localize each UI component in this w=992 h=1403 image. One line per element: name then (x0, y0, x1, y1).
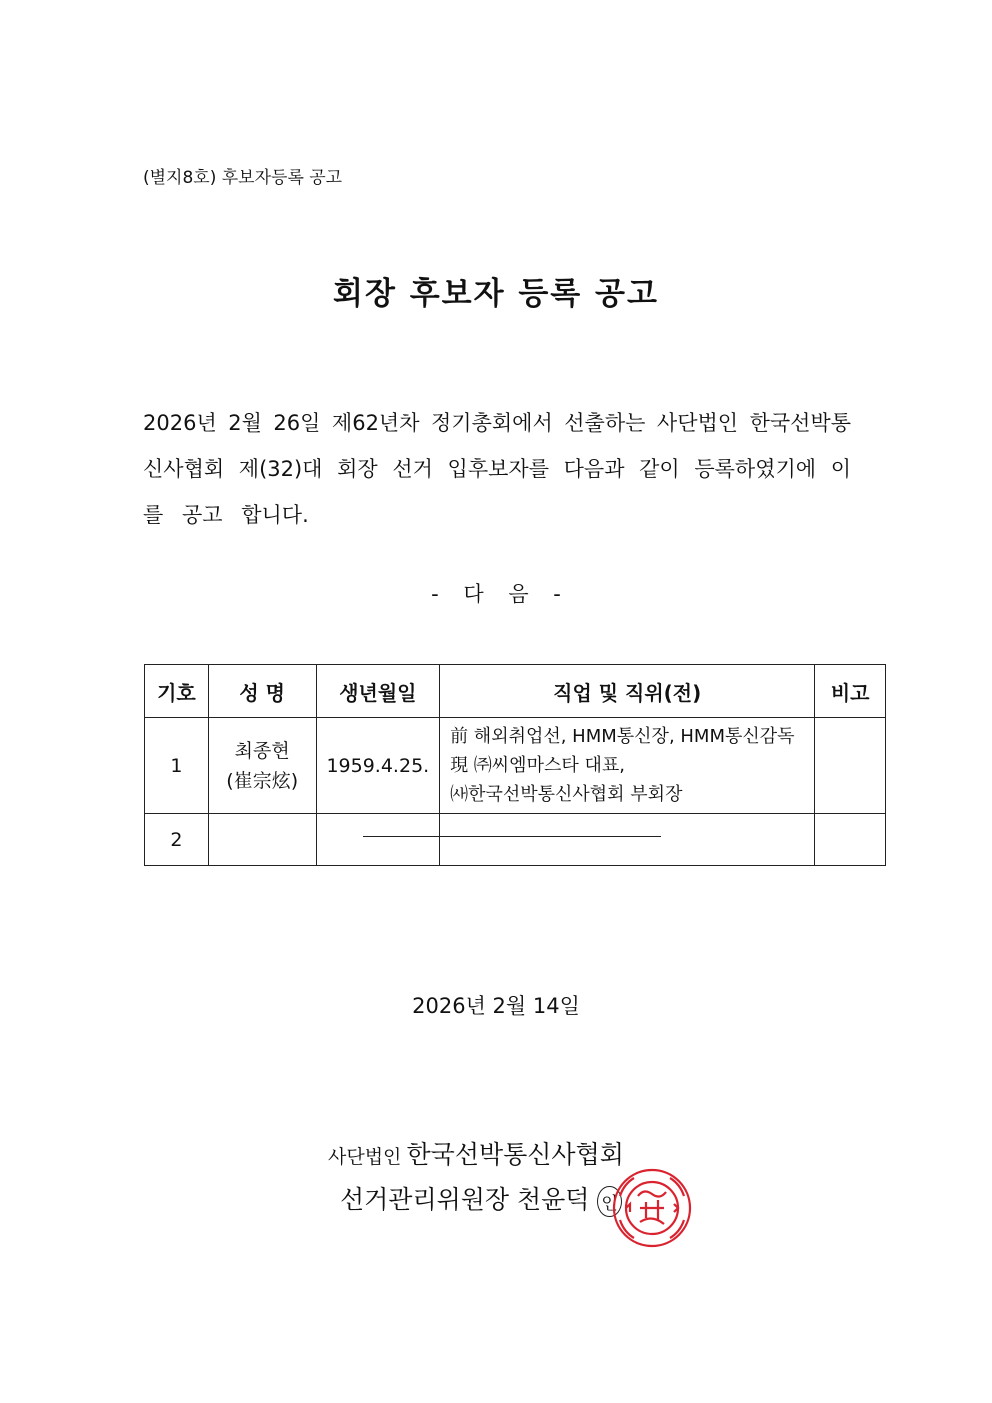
table-row (145, 718, 886, 814)
cell-note (815, 718, 886, 814)
org-prefix: 사단법인 (328, 1146, 402, 1168)
appendix-label: (별지8호) 후보자등록 공고 (143, 168, 343, 188)
header-name: 성 명 (208, 665, 316, 718)
candidate-name: 최종현 (234, 739, 290, 762)
cell-number: 2 (145, 814, 209, 866)
announcement-date: 2026년 2월 14일 (412, 994, 580, 1018)
body-line: 신사협회 제(32)대 회장 선거 입후보자를 다음과 같이 등록하였기에 이 (143, 457, 851, 481)
body-line: 2026년 2월 26일 제62년차 정기총회에서 선출하는 사단법인 한국선박통 (143, 411, 851, 435)
candidate-name-hanja: (崔宗炫) (226, 769, 299, 792)
header-note: 비고 (815, 665, 886, 718)
chair-title: 선거관리위원장 천윤덕 (340, 1185, 590, 1214)
table-row (145, 814, 886, 866)
cell-job (440, 718, 815, 814)
header-job: 직업 및 직위(전) (440, 665, 815, 718)
page-title: 회장 후보자 등록 공고 (333, 276, 659, 312)
cell-birth-date: 1959.4.25. (316, 718, 439, 814)
chair-line (340, 1180, 622, 1217)
header-birth-date: 생년월일 (316, 665, 439, 718)
body-line: 를 공고 합니다. (143, 503, 309, 527)
red-seal-stamp (610, 1166, 694, 1250)
header-number: 기호 (145, 665, 209, 718)
job-line: 現 ㈜씨엠마스타 대표, (450, 755, 625, 776)
cell-number: 1 (145, 718, 209, 814)
seal-mark: 인 (597, 1186, 621, 1217)
cell-name (208, 814, 316, 866)
table-header-row (145, 665, 886, 718)
cell-note (815, 814, 886, 866)
organization-line (328, 1135, 624, 1171)
strike-through-line (363, 836, 661, 837)
job-line: ㈔한국선박통신사협회 부회장 (450, 784, 683, 805)
cell-job (440, 814, 815, 866)
job-line: 前 해외취업선, HMM통신장, HMM통신감독 (450, 726, 795, 747)
cell-birth-date (316, 814, 439, 866)
announcement-body (143, 400, 851, 538)
cell-name (208, 718, 316, 814)
section-marker: - 다 음 - (431, 582, 561, 606)
org-name: 한국선박통신사협회 (406, 1140, 624, 1169)
